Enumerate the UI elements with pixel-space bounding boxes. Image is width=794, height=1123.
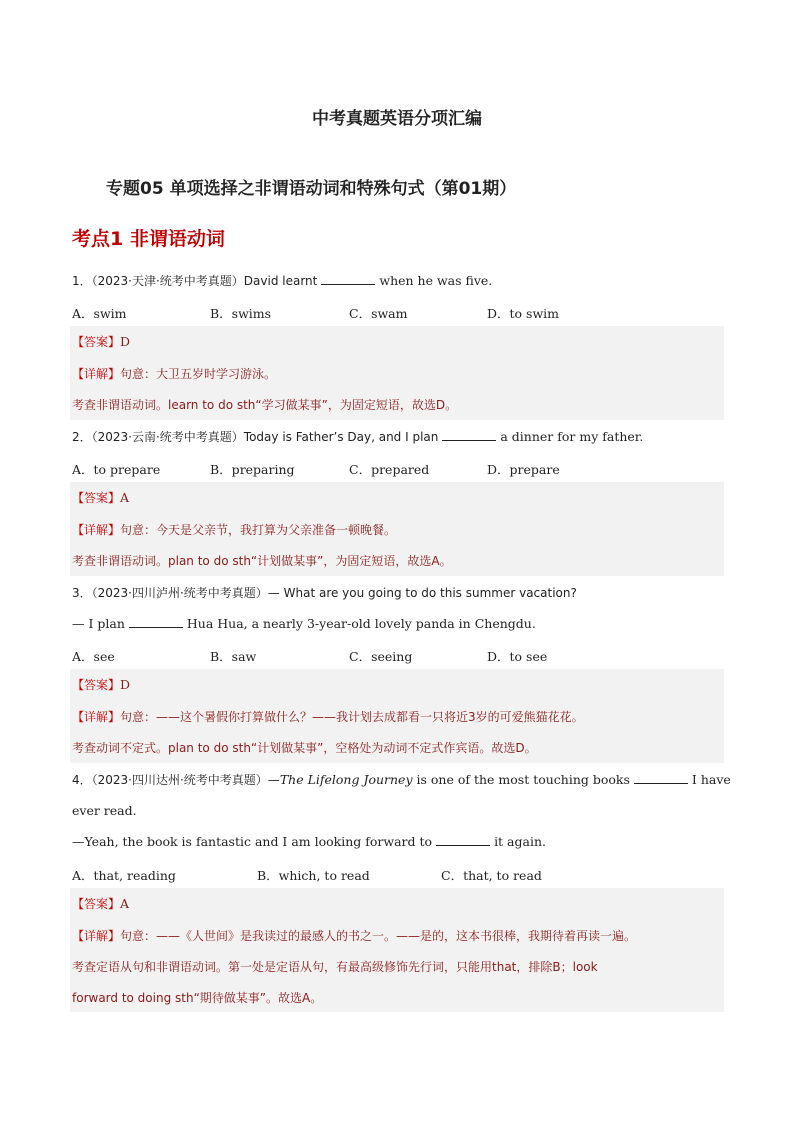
q3-option-d: D．to see	[487, 649, 548, 664]
question-3-stem-line2: — I plan Hua Hua, a nearly 3-year-old lovely panda in Chengdu.	[72, 616, 536, 631]
section-heading: 考点1 非谓语动词	[72, 228, 225, 250]
q2-detail-2: 考查非谓语动词。plan to do sth“计划做某事”，为固定短语，故选A。	[72, 554, 452, 568]
q4-detail-2: 考查定语从句和非谓语动词。第一处是定语从句，有最高级修饰先行词，只能用that，排除B；look	[72, 960, 598, 974]
q4-detail-3: forward to doing sth“期待做某事”。故选A。	[72, 991, 323, 1005]
q4-option-a: A．that, reading	[72, 868, 176, 883]
q2-detail-1: 【详解】句意：今天是父亲节，我打算为父亲准备一顿晚餐。	[72, 523, 397, 537]
q1-detail-1: 【详解】句意：大卫五岁时学习游泳。	[72, 367, 277, 381]
question-3-stem: 3．（2023·四川泸州·统考中考真题）— What are you going to do this summer vacation?	[72, 586, 577, 600]
q2-option-c: C．prepared	[349, 462, 430, 477]
q3-answer: 【答案】D	[72, 677, 131, 692]
question-4-stem-line3: —Yeah, the book is fantastic and I am looking forward to it again.	[72, 834, 546, 849]
q3-detail-2: 考查动词不定式。plan to do sth“计划做某事”，空格处为动词不定式作宾语。故选D。	[72, 741, 537, 755]
q4-option-b: B．which, to read	[257, 868, 370, 883]
answer-blank	[129, 616, 183, 628]
topic-title: 专题05 单项选择之非谓语动词和特殊句式（第01期）	[106, 179, 517, 199]
question-4-stem: 4．（2023·四川达州·统考中考真题）—The Lifelong Journey is one of the most touching books I have	[72, 772, 731, 787]
answer-blank	[442, 429, 496, 441]
q4-detail-1: 【详解】句意：——《人世间》是我读过的最感人的书之一。——是的，这本书很棒，我期待着再读一遍。	[72, 929, 637, 943]
answer-blank	[634, 772, 688, 784]
q2-option-b: B．preparing	[210, 462, 295, 477]
document-title: 中考真题英语分项汇编	[312, 109, 482, 129]
question-1-stem: 1．（2023·天津·统考中考真题）David learnt when he was five.	[72, 273, 493, 288]
q1-detail-2: 考查非谓语动词。learn to do sth“学习做某事”，为固定短语，故选D。	[72, 398, 458, 412]
q4-option-c: C．that, to read	[441, 868, 542, 883]
q1-option-a: A．swim	[72, 306, 127, 321]
q1-option-b: B．swims	[210, 306, 272, 321]
q2-option-d: D．prepare	[487, 462, 560, 477]
q1-answer: 【答案】D	[72, 334, 131, 349]
q3-option-a: A．see	[72, 649, 115, 664]
q4-answer: 【答案】A	[72, 896, 130, 911]
answer-blank	[436, 834, 490, 846]
q2-option-a: A．to prepare	[72, 462, 161, 477]
question-2-stem: 2．（2023·云南·统考中考真题）Today is Father’s Day, and I plan a dinner for my father.	[72, 429, 644, 444]
q3-detail-1: 【详解】句意：——这个暑假你打算做什么？——我计划去成都看一只将近3岁的可爱熊猫花花。	[72, 710, 584, 724]
question-4-stem-line2: ever read.	[72, 803, 137, 818]
q2-answer: 【答案】A	[72, 490, 130, 505]
answer-blank	[321, 273, 375, 285]
q3-option-b: B．saw	[210, 649, 257, 664]
q1-option-c: C．swam	[349, 306, 408, 321]
q3-option-c: C．seeing	[349, 649, 413, 664]
q1-option-d: D．to swim	[487, 306, 560, 321]
